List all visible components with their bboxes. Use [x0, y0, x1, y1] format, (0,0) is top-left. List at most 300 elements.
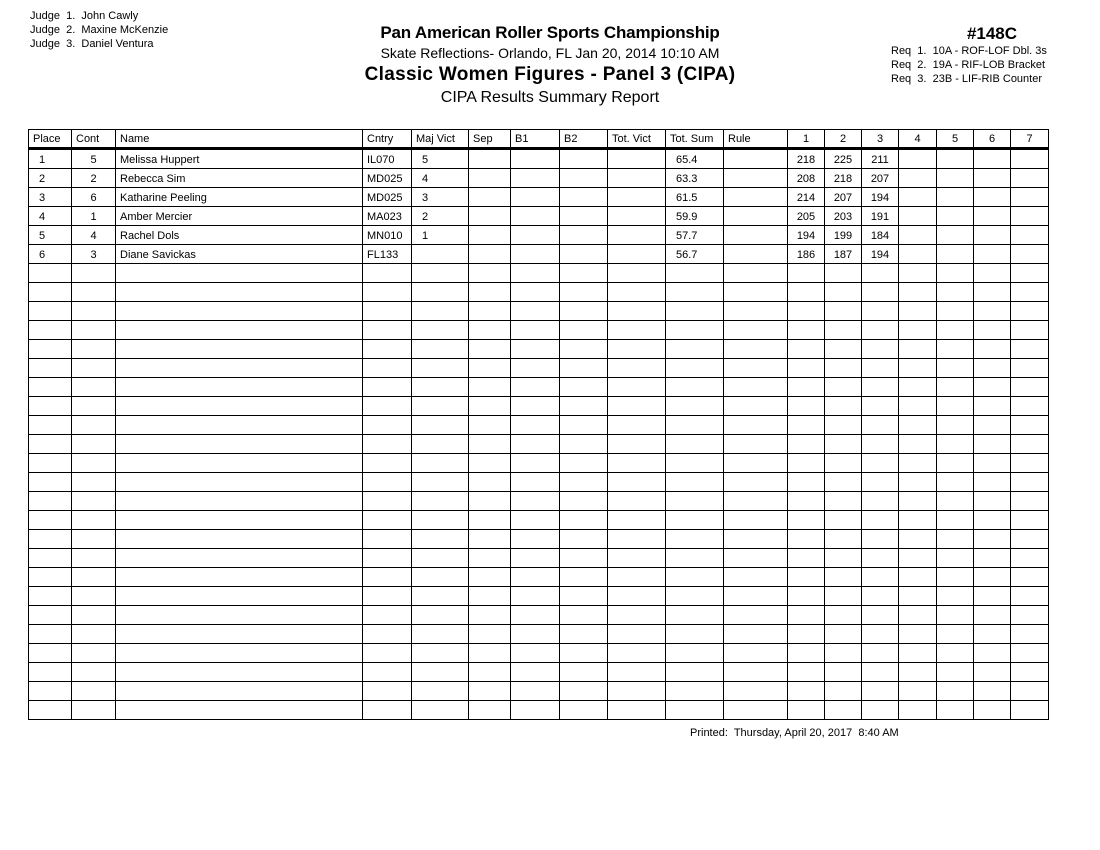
empty-cell	[899, 378, 937, 397]
col-judge-5: 5	[937, 130, 974, 149]
empty-table-row	[29, 378, 1049, 397]
empty-cell	[469, 435, 511, 454]
place-cell: 3	[29, 188, 72, 207]
empty-cell	[511, 397, 560, 416]
judge-6-score	[974, 149, 1011, 169]
judge-4-score	[899, 169, 937, 188]
empty-cell	[469, 397, 511, 416]
empty-cell	[974, 511, 1011, 530]
judge-7-score	[1011, 169, 1049, 188]
empty-cell	[29, 378, 72, 397]
name-cell: Melissa Huppert	[116, 149, 363, 169]
empty-cell	[560, 416, 608, 435]
col-rule: Rule	[724, 130, 788, 149]
empty-cell	[724, 378, 788, 397]
empty-cell	[724, 359, 788, 378]
col-place: Place	[29, 130, 72, 149]
empty-cell	[29, 644, 72, 663]
empty-cell	[724, 511, 788, 530]
empty-cell	[511, 302, 560, 321]
empty-cell	[116, 701, 363, 720]
judge-4-score	[899, 149, 937, 169]
b2-cell	[560, 169, 608, 188]
empty-cell	[72, 606, 116, 625]
table-row	[29, 169, 1049, 188]
empty-cell	[412, 416, 469, 435]
empty-cell	[666, 701, 724, 720]
empty-cell	[72, 701, 116, 720]
empty-cell	[1011, 606, 1049, 625]
empty-cell	[363, 397, 412, 416]
col-name: Name	[116, 130, 363, 149]
empty-cell	[560, 283, 608, 302]
col-b2: B2	[560, 130, 608, 149]
empty-cell	[72, 530, 116, 549]
empty-cell	[29, 549, 72, 568]
empty-cell	[363, 549, 412, 568]
empty-cell	[825, 530, 862, 549]
empty-cell	[862, 397, 899, 416]
table-row	[29, 226, 1049, 245]
empty-cell	[412, 397, 469, 416]
empty-cell	[608, 321, 666, 340]
col-cont: Cont	[72, 130, 116, 149]
empty-cell	[724, 682, 788, 701]
judge-2-score: 225	[825, 149, 862, 169]
rule-cell	[724, 188, 788, 207]
judge-6-score	[974, 245, 1011, 264]
empty-cell	[469, 321, 511, 340]
empty-cell	[974, 568, 1011, 587]
cont-cell: 4	[72, 226, 116, 245]
judge-7-score	[1011, 207, 1049, 226]
requirement-2: Req 2. 19A - RIF-LOB Bracket	[891, 59, 1046, 71]
maj-vict-cell: 1	[412, 226, 469, 245]
empty-cell	[666, 473, 724, 492]
empty-cell	[974, 321, 1011, 340]
cont-cell: 2	[72, 169, 116, 188]
empty-cell	[469, 701, 511, 720]
empty-cell	[862, 549, 899, 568]
empty-cell	[825, 682, 862, 701]
empty-cell	[862, 644, 899, 663]
empty-cell	[363, 587, 412, 606]
empty-cell	[666, 682, 724, 701]
b1-cell	[511, 207, 560, 226]
empty-cell	[937, 701, 974, 720]
empty-cell	[116, 568, 363, 587]
empty-cell	[666, 492, 724, 511]
empty-cell	[1011, 625, 1049, 644]
empty-cell	[724, 435, 788, 454]
empty-cell	[29, 473, 72, 492]
printed-timestamp: Printed: Thursday, April 20, 2017 8:40 AM	[690, 727, 899, 739]
empty-cell	[72, 283, 116, 302]
name-cell: Diane Savickas	[116, 245, 363, 264]
empty-cell	[608, 454, 666, 473]
empty-cell	[469, 511, 511, 530]
empty-table-row	[29, 454, 1049, 473]
empty-cell	[363, 454, 412, 473]
empty-cell	[899, 549, 937, 568]
empty-cell	[937, 378, 974, 397]
empty-cell	[72, 378, 116, 397]
report-header	[300, 22, 800, 108]
empty-cell	[469, 663, 511, 682]
empty-cell	[974, 530, 1011, 549]
empty-cell	[974, 625, 1011, 644]
empty-cell	[1011, 416, 1049, 435]
empty-cell	[560, 568, 608, 587]
sep-cell	[469, 188, 511, 207]
sep-cell	[469, 149, 511, 169]
empty-cell	[363, 606, 412, 625]
empty-cell	[363, 283, 412, 302]
empty-cell	[862, 587, 899, 606]
empty-cell	[937, 682, 974, 701]
report-title: CIPA Results Summary Report	[440, 89, 660, 106]
empty-cell	[72, 682, 116, 701]
empty-cell	[363, 701, 412, 720]
judge-4-score	[899, 207, 937, 226]
empty-table-row	[29, 644, 1049, 663]
empty-cell	[29, 264, 72, 283]
empty-cell	[29, 302, 72, 321]
empty-cell	[825, 359, 862, 378]
empty-cell	[862, 701, 899, 720]
empty-cell	[560, 682, 608, 701]
empty-cell	[560, 378, 608, 397]
empty-cell	[116, 321, 363, 340]
cntry-cell: IL070	[363, 149, 412, 169]
empty-cell	[608, 701, 666, 720]
col-judge-3: 3	[862, 130, 899, 149]
empty-cell	[1011, 511, 1049, 530]
col-judge-7: 7	[1011, 130, 1049, 149]
empty-cell	[937, 321, 974, 340]
empty-table-row	[29, 568, 1049, 587]
empty-cell	[116, 454, 363, 473]
empty-cell	[862, 264, 899, 283]
table-row	[29, 207, 1049, 226]
empty-cell	[724, 701, 788, 720]
empty-cell	[469, 644, 511, 663]
empty-cell	[862, 283, 899, 302]
empty-cell	[412, 435, 469, 454]
empty-cell	[29, 530, 72, 549]
empty-cell	[788, 568, 825, 587]
empty-cell	[469, 416, 511, 435]
empty-cell	[937, 283, 974, 302]
empty-cell	[974, 283, 1011, 302]
empty-cell	[72, 435, 116, 454]
empty-cell	[666, 606, 724, 625]
empty-cell	[937, 397, 974, 416]
empty-cell	[788, 663, 825, 682]
empty-cell	[363, 378, 412, 397]
empty-table-row	[29, 397, 1049, 416]
empty-cell	[974, 644, 1011, 663]
empty-cell	[116, 302, 363, 321]
empty-cell	[899, 530, 937, 549]
empty-cell	[116, 663, 363, 682]
empty-table-row	[29, 682, 1049, 701]
empty-cell	[666, 359, 724, 378]
empty-cell	[724, 321, 788, 340]
empty-cell	[974, 701, 1011, 720]
empty-cell	[560, 701, 608, 720]
empty-cell	[29, 587, 72, 606]
empty-cell	[937, 606, 974, 625]
empty-cell	[608, 587, 666, 606]
place-cell: 2	[29, 169, 72, 188]
empty-cell	[363, 511, 412, 530]
place-cell: 6	[29, 245, 72, 264]
judge-5-score	[937, 188, 974, 207]
empty-cell	[974, 302, 1011, 321]
empty-cell	[788, 435, 825, 454]
empty-cell	[825, 397, 862, 416]
sep-cell	[469, 169, 511, 188]
empty-cell	[29, 321, 72, 340]
empty-cell	[1011, 682, 1049, 701]
cont-cell: 6	[72, 188, 116, 207]
empty-cell	[412, 587, 469, 606]
tot-sum-cell: 61.5	[666, 188, 724, 207]
empty-cell	[560, 302, 608, 321]
empty-cell	[974, 549, 1011, 568]
empty-cell	[974, 587, 1011, 606]
empty-cell	[666, 302, 724, 321]
empty-cell	[825, 454, 862, 473]
empty-cell	[937, 359, 974, 378]
empty-cell	[1011, 321, 1049, 340]
empty-cell	[666, 587, 724, 606]
empty-cell	[666, 454, 724, 473]
empty-cell	[29, 625, 72, 644]
empty-cell	[412, 663, 469, 682]
empty-cell	[608, 568, 666, 587]
empty-cell	[825, 378, 862, 397]
empty-cell	[899, 644, 937, 663]
tot-sum-cell: 63.3	[666, 169, 724, 188]
b2-cell	[560, 226, 608, 245]
judge-5-score	[937, 226, 974, 245]
judge-7-score	[1011, 149, 1049, 169]
empty-cell	[72, 264, 116, 283]
empty-cell	[560, 492, 608, 511]
maj-vict-cell: 4	[412, 169, 469, 188]
empty-cell	[116, 283, 363, 302]
empty-cell	[1011, 568, 1049, 587]
judge-4-score	[899, 188, 937, 207]
empty-cell	[788, 587, 825, 606]
empty-cell	[937, 568, 974, 587]
empty-cell	[666, 397, 724, 416]
empty-table-row	[29, 359, 1049, 378]
empty-cell	[29, 359, 72, 378]
empty-cell	[666, 435, 724, 454]
judge-7-score	[1011, 188, 1049, 207]
empty-table-row	[29, 473, 1049, 492]
empty-cell	[899, 625, 937, 644]
empty-cell	[788, 302, 825, 321]
rule-cell	[724, 169, 788, 188]
empty-cell	[29, 416, 72, 435]
empty-cell	[1011, 701, 1049, 720]
empty-cell	[788, 549, 825, 568]
empty-cell	[666, 321, 724, 340]
tot-sum-cell: 57.7	[666, 226, 724, 245]
empty-table-row	[29, 625, 1049, 644]
empty-cell	[862, 321, 899, 340]
empty-cell	[412, 625, 469, 644]
empty-cell	[724, 283, 788, 302]
cont-cell: 1	[72, 207, 116, 226]
empty-cell	[899, 416, 937, 435]
empty-cell	[511, 644, 560, 663]
col-maj-vict: Maj Vict	[412, 130, 469, 149]
empty-cell	[724, 340, 788, 359]
empty-cell	[469, 454, 511, 473]
empty-cell	[825, 264, 862, 283]
empty-cell	[937, 302, 974, 321]
empty-cell	[899, 511, 937, 530]
b2-cell	[560, 245, 608, 264]
empty-cell	[788, 625, 825, 644]
maj-vict-cell: 2	[412, 207, 469, 226]
empty-cell	[72, 663, 116, 682]
empty-cell	[825, 701, 862, 720]
empty-cell	[608, 473, 666, 492]
judge-6-score	[974, 226, 1011, 245]
empty-cell	[666, 549, 724, 568]
empty-cell	[862, 435, 899, 454]
empty-cell	[412, 283, 469, 302]
b1-cell	[511, 169, 560, 188]
judge-2-score: 187	[825, 245, 862, 264]
empty-cell	[511, 321, 560, 340]
empty-cell	[825, 587, 862, 606]
judge-3-score: 194	[862, 245, 899, 264]
empty-cell	[724, 302, 788, 321]
championship-title: Pan American Roller Sports Championship	[380, 23, 720, 42]
b2-cell	[560, 188, 608, 207]
judge-6-score	[974, 207, 1011, 226]
empty-cell	[862, 568, 899, 587]
empty-cell	[1011, 264, 1049, 283]
judge-2-score: 207	[825, 188, 862, 207]
event-title: Classic Women Figures - Panel 3 (CIPA)	[364, 64, 736, 85]
tot-vict-cell	[608, 188, 666, 207]
empty-cell	[899, 473, 937, 492]
empty-cell	[899, 606, 937, 625]
table-row	[29, 245, 1049, 264]
empty-cell	[724, 473, 788, 492]
empty-cell	[937, 530, 974, 549]
empty-cell	[899, 682, 937, 701]
empty-cell	[608, 682, 666, 701]
empty-cell	[511, 549, 560, 568]
empty-cell	[937, 454, 974, 473]
empty-cell	[788, 378, 825, 397]
empty-cell	[511, 359, 560, 378]
empty-cell	[666, 511, 724, 530]
empty-cell	[937, 416, 974, 435]
empty-cell	[862, 302, 899, 321]
empty-cell	[72, 492, 116, 511]
empty-cell	[1011, 397, 1049, 416]
empty-cell	[974, 340, 1011, 359]
empty-cell	[363, 302, 412, 321]
empty-table-row	[29, 435, 1049, 454]
empty-table-row	[29, 663, 1049, 682]
judge-4-score	[899, 245, 937, 264]
empty-table-row	[29, 321, 1049, 340]
empty-table-row	[29, 511, 1049, 530]
name-cell: Amber Mercier	[116, 207, 363, 226]
cntry-cell: MD025	[363, 188, 412, 207]
judge-1: Judge 1. John Cawly	[30, 10, 139, 22]
empty-cell	[862, 682, 899, 701]
empty-cell	[363, 492, 412, 511]
col-b1: B1	[511, 130, 560, 149]
empty-cell	[72, 568, 116, 587]
maj-vict-cell: 5	[412, 149, 469, 169]
empty-cell	[469, 340, 511, 359]
empty-cell	[1011, 663, 1049, 682]
empty-cell	[116, 530, 363, 549]
empty-table-row	[29, 530, 1049, 549]
judge-3: Judge 3. Daniel Ventura	[30, 38, 154, 50]
empty-cell	[29, 701, 72, 720]
empty-cell	[72, 397, 116, 416]
empty-cell	[363, 416, 412, 435]
empty-cell	[724, 397, 788, 416]
empty-cell	[469, 530, 511, 549]
empty-cell	[724, 606, 788, 625]
empty-cell	[608, 663, 666, 682]
empty-cell	[116, 264, 363, 283]
col-judge-4: 4	[899, 130, 937, 149]
empty-cell	[899, 587, 937, 606]
empty-cell	[412, 454, 469, 473]
empty-cell	[862, 530, 899, 549]
empty-cell	[511, 682, 560, 701]
empty-cell	[29, 454, 72, 473]
empty-cell	[608, 644, 666, 663]
empty-cell	[29, 568, 72, 587]
empty-cell	[825, 625, 862, 644]
empty-cell	[608, 378, 666, 397]
empty-cell	[788, 340, 825, 359]
empty-cell	[862, 511, 899, 530]
empty-cell	[825, 416, 862, 435]
judge-2-score: 203	[825, 207, 862, 226]
judge-1-score: 208	[788, 169, 825, 188]
judge-2-score: 218	[825, 169, 862, 188]
venue-date: Skate Reflections- Orlando, FL Jan 20, 2014 10:10 AM	[380, 45, 720, 61]
empty-cell	[608, 492, 666, 511]
empty-cell	[72, 359, 116, 378]
judge-1-score: 218	[788, 149, 825, 169]
empty-table-row	[29, 701, 1049, 720]
empty-cell	[469, 625, 511, 644]
empty-cell	[469, 359, 511, 378]
name-cell: Rachel Dols	[116, 226, 363, 245]
empty-cell	[862, 492, 899, 511]
empty-cell	[788, 511, 825, 530]
